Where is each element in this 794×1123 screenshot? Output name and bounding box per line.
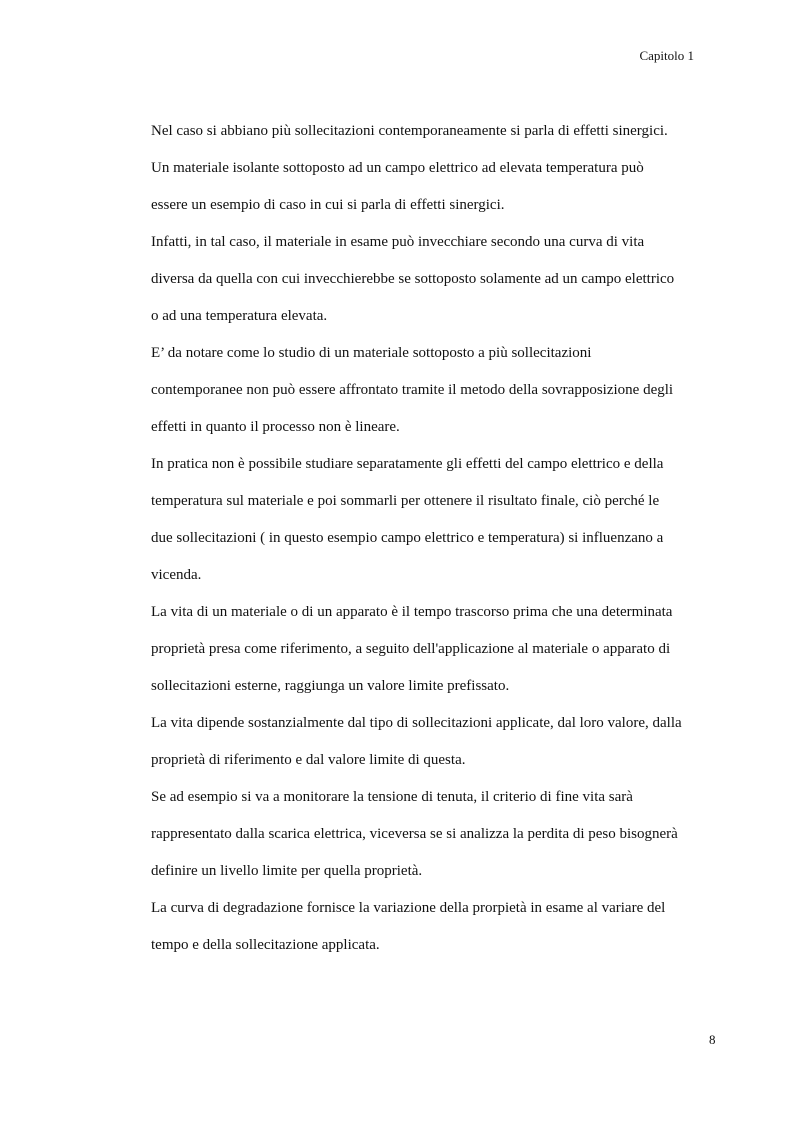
page-number: 8 (709, 1032, 716, 1047)
text-line: temperatura sul materiale e poi sommarli per ottenere il risultato finale, ciò perché le (151, 493, 660, 509)
text-line: Un materiale isolante sottoposto ad un campo elettrico ad elevata temperatura può (151, 160, 644, 176)
text-line: E’ da notare come lo studio di un materiale sottoposto a più sollecitazioni (151, 345, 592, 361)
body-text (151, 122, 721, 973)
text-line: proprietà di riferimento e dal valore limite di questa. (151, 752, 466, 768)
text-line: Infatti, in tal caso, il materiale in esame può invecchiare secondo una curva di vita (151, 234, 645, 250)
text-line: diversa da quella con cui invecchierebbe se sottoposto solamente ad un campo elettrico (151, 271, 675, 287)
text-line: Nel caso si abbiano più sollecitazioni contemporaneamente si parla di effetti sinergici. (151, 123, 668, 139)
text-line: definire un livello limite per quella proprietà. (151, 863, 423, 879)
text-line: contemporanee non può essere affrontato tramite il metodo della sovrapposizione degli (151, 382, 674, 398)
text-line: tempo e della sollecitazione applicata. (151, 937, 380, 953)
text-line: La curva di degradazione fornisce la variazione della prorpietà in esame al variare del (151, 900, 666, 916)
text-line: proprietà presa come riferimento, a seguito dell'applicazione al materiale o apparato di (151, 641, 671, 657)
text-line: essere un esempio di caso in cui si parla di effetti sinergici. (151, 197, 505, 213)
text-line: In pratica non è possibile studiare separatamente gli effetti del campo elettrico e della (151, 456, 664, 472)
text-line: due sollecitazioni ( in questo esempio campo elettrico e temperatura) si influenzano a (151, 530, 664, 546)
chapter-header: Capitolo 1 (639, 48, 694, 63)
text-line: rappresentato dalla scarica elettrica, viceversa se si analizza la perdita di peso bisognerà (151, 826, 678, 842)
text-line: La vita di un materiale o di un apparato è il tempo trascorso prima che una determinata (151, 604, 673, 620)
text-line: Se ad esempio si va a monitorare la tensione di tenuta, il criterio di fine vita sarà (151, 789, 633, 805)
text-line: effetti in quanto il processo non è lineare. (151, 419, 400, 435)
text-line: vicenda. (151, 567, 202, 583)
text-line: sollecitazioni esterne, raggiunga un valore limite prefissato. (151, 678, 510, 694)
text-line: La vita dipende sostanzialmente dal tipo di sollecitazioni applicate, dal loro valore, dalla (151, 715, 682, 731)
text-line: o ad una temperatura elevata. (151, 308, 328, 324)
